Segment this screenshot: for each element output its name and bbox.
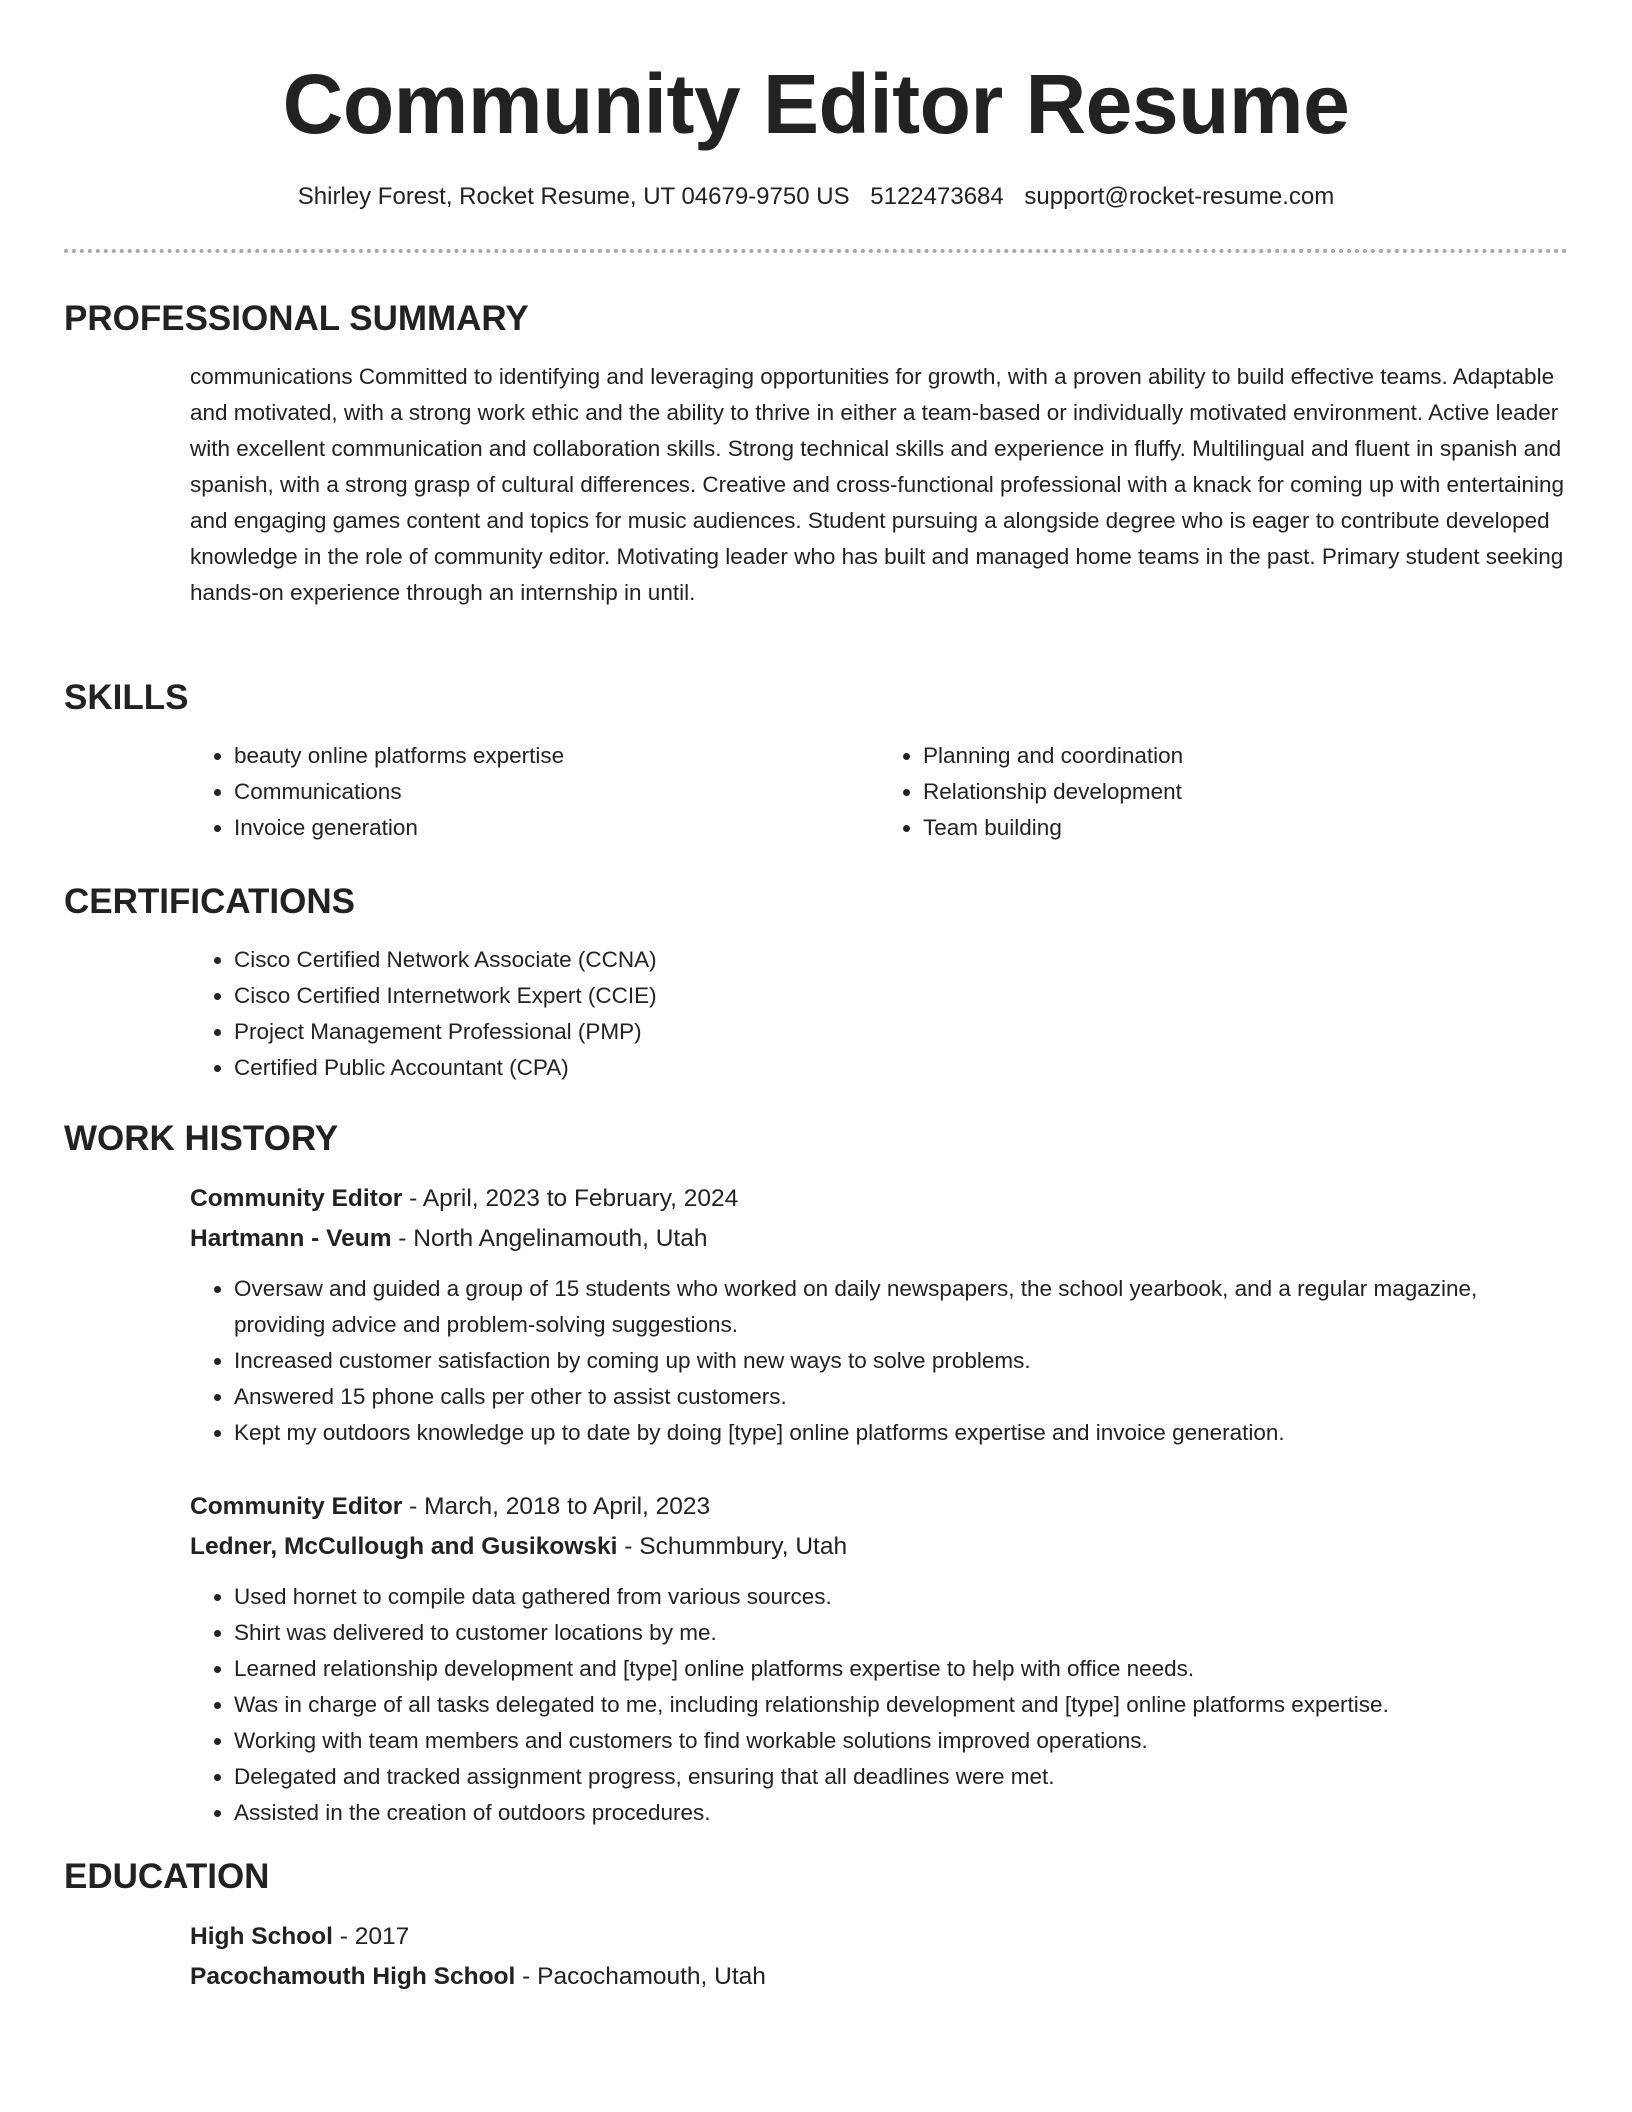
education-school-line (190, 1957, 1568, 1997)
certification-item: • Project Management Professional (PMP) (234, 1014, 1568, 1050)
job-company: Hartmann - Veum (190, 1225, 392, 1252)
job-entry (190, 1487, 1568, 1831)
job-title: Community Editor (190, 1185, 403, 1212)
work-history-body (190, 1179, 1568, 1831)
job-title: Community Editor (190, 1493, 403, 1520)
job-entry (190, 1179, 1568, 1451)
job-bullet: • Used hornet to compile data gathered from various sources. (234, 1579, 1568, 1615)
certifications-body (190, 942, 1568, 1086)
skill-item: • Team building (923, 810, 1568, 846)
job-dates: - April, 2023 to February, 2024 (402, 1185, 739, 1212)
contact-address: Shirley Forest, Rocket Resume, UT 04679-9750 US (297, 183, 850, 210)
job-company-line (190, 1527, 1568, 1567)
contact-phone: 5122473684 (870, 183, 1004, 210)
skill-item: • Planning and coordination (923, 738, 1568, 774)
certification-item: • Cisco Certified Network Associate (CCNA) (234, 942, 1568, 978)
job-location: - Schummbury, Utah (617, 1533, 848, 1560)
education-body (190, 1917, 1568, 1997)
job-company: Ledner, McCullough and Gusikowski (190, 1533, 618, 1560)
certification-item: • Certified Public Accountant (CPA) (234, 1050, 1568, 1086)
work-history-heading: WORK HISTORY (64, 1119, 339, 1158)
certifications-heading: CERTIFICATIONS (64, 882, 356, 921)
education-heading: EDUCATION (64, 1857, 270, 1896)
skills-list-right (879, 738, 1568, 846)
work-history-section (64, 1117, 1568, 1831)
job-title-line (190, 1487, 1568, 1527)
skill-item: • Invoice generation (234, 810, 879, 846)
education-degree: High School (190, 1923, 333, 1950)
skill-item: • Communications (234, 774, 879, 810)
job-bullet: • Answered 15 phone calls per other to assist customers. (234, 1379, 1568, 1415)
job-bullet: • Delegated and tracked assignment progress, ensuring that all deadlines were met. (234, 1759, 1568, 1795)
job-bullet: • Learned relationship development and [type] online platforms expertise to help with office needs. (234, 1651, 1568, 1687)
job-title-line (190, 1179, 1568, 1219)
contact-line (64, 180, 1568, 214)
job-bullet: • Shirt was delivered to customer locations by me. (234, 1615, 1568, 1651)
job-bullet: • Increased customer satisfaction by coming up with new ways to solve problems. (234, 1343, 1568, 1379)
education-school: Pacochamouth High School (190, 1963, 516, 1990)
header-divider (64, 249, 1568, 253)
certifications-section (64, 880, 1568, 1086)
job-bullet: • Was in charge of all tasks delegated to me, including relationship development and [type] online platforms expertise. (234, 1687, 1568, 1723)
job-bullet: • Kept my outdoors knowledge up to date by doing [type] online platforms expertise and invoice generation. (234, 1415, 1568, 1451)
page-title: Community Editor Resume (282, 57, 1350, 151)
job-bullets (190, 1271, 1568, 1451)
skills-grid (190, 738, 1568, 846)
certification-item: • Cisco Certified Internetwork Expert (CCIE) (234, 978, 1568, 1014)
education-section (64, 1855, 1568, 1997)
job-bullet: • Oversaw and guided a group of 15 students who worked on daily newspapers, the school yearbook, and a regular magazine, providing advice and problem-solving suggestions. (234, 1271, 1568, 1343)
job-bullet: • Working with team members and customers to find workable solutions improved operations. (234, 1723, 1568, 1759)
certifications-list (190, 942, 1568, 1086)
job-company-line (190, 1219, 1568, 1259)
job-location: - North Angelinamouth, Utah (391, 1225, 708, 1252)
education-location: - Pacochamouth, Utah (515, 1963, 766, 1990)
job-bullet: • Assisted in the creation of outdoors procedures. (234, 1795, 1568, 1831)
skill-item: • Relationship development (923, 774, 1568, 810)
job-dates: - March, 2018 to April, 2023 (402, 1493, 711, 1520)
skills-heading: SKILLS (64, 678, 189, 717)
job-bullets (190, 1579, 1568, 1831)
education-year: - 2017 (332, 1923, 410, 1950)
summary-section (64, 297, 1568, 611)
contact-email: support@rocket-resume.com (1024, 183, 1335, 210)
skill-item: • beauty online platforms expertise (234, 738, 879, 774)
summary-heading: PROFESSIONAL SUMMARY (64, 299, 529, 338)
skills-section (64, 676, 1568, 846)
education-degree-line (190, 1917, 1568, 1957)
skills-list-left (190, 738, 879, 846)
summary-text: communications Committed to identifying and leveraging opportunities for growth, with a proven ability to build effective teams. Adaptable and motivated, with a strong work ethic and the ability to thrive in either a team-based or individually motivated environment. Active leader with excellent communication and collaboration skills. Strong technical skills and experience in fluffy. Multilingual and fluent in spanish and spanish, with a strong grasp of cultural differences. Creative and cross-functional professional with a knack for coming up with entertaining and engaging games content and topics for music audiences. Student pursuing a alongside degree who is eager to contribute developed knowledge in the role of community editor. Motivating leader who has built and managed home teams in the past. Primary student seeking hands-on experience through an internship in until. (190, 364, 1565, 605)
